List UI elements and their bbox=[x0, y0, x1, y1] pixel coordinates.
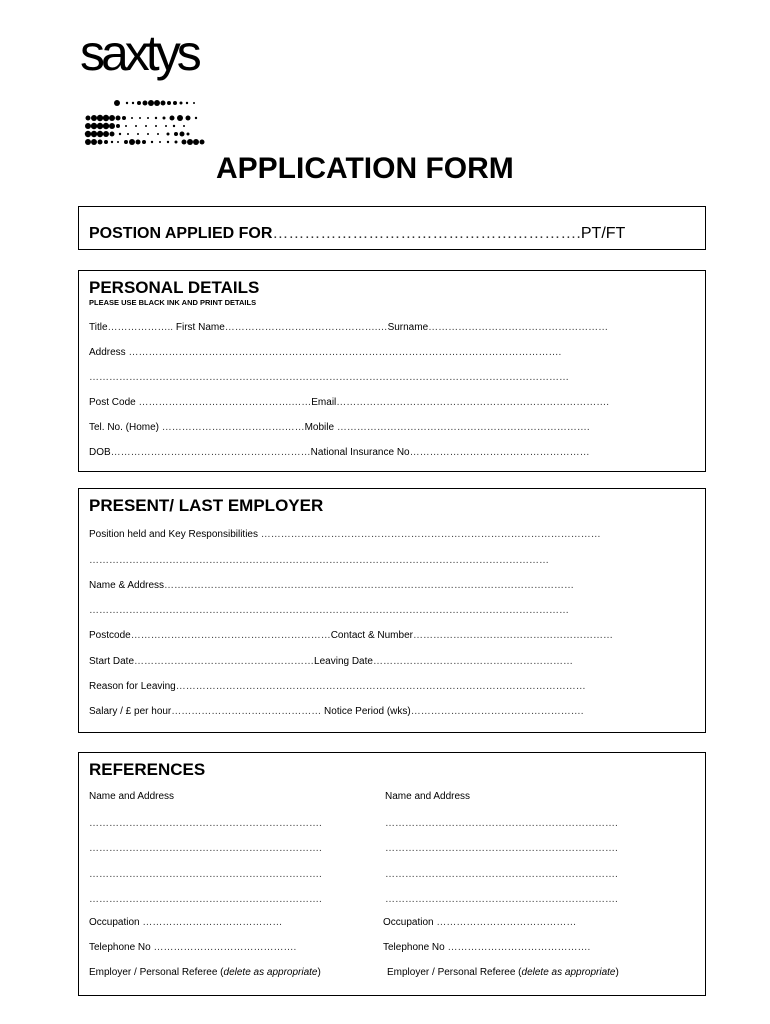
address-row[interactable] bbox=[89, 346, 561, 359]
dates-row[interactable] bbox=[89, 655, 573, 668]
dob-dots: …………………………………………………… bbox=[110, 447, 311, 458]
address-label: Address bbox=[89, 347, 126, 358]
mobile-label: Mobile bbox=[304, 422, 335, 433]
referee-italic: delete as appropriate bbox=[223, 967, 318, 978]
reason-label: Reason for Leaving bbox=[89, 681, 176, 692]
employer-postcode-label: Postcode bbox=[89, 630, 131, 641]
leaving-date-label: Leaving Date bbox=[314, 656, 373, 667]
ref2-address-line[interactable]: ……………………………………………………………. bbox=[385, 843, 618, 854]
dob-row[interactable] bbox=[89, 446, 590, 459]
reason-dots: …………………………………………………………………………………………………………… bbox=[175, 681, 586, 692]
title-label: Title bbox=[89, 322, 108, 333]
dob-label: DOB bbox=[89, 447, 111, 458]
address2-dots: ……………………………………………………………………………………………………………………………… bbox=[89, 372, 569, 383]
position-dots: …………………………………………………. bbox=[272, 225, 581, 242]
address-dots: …………………………………………………………………………………………………………………. bbox=[125, 347, 562, 358]
employer-name-dots: …………………………………………………………………………………………………………… bbox=[164, 580, 575, 591]
ref1-occupation-row[interactable] bbox=[89, 916, 282, 929]
postcode-row[interactable] bbox=[89, 396, 609, 409]
tel-dots: ……………………………….…… bbox=[159, 422, 305, 433]
notice-label: Notice Period (wks) bbox=[324, 706, 411, 717]
logo-text: saxtys bbox=[80, 25, 198, 81]
position-held-dots-2: ………………………………………………………………………………………………………………………… bbox=[89, 555, 549, 566]
section-title: PERSONAL DETAILS bbox=[89, 278, 260, 297]
saxtys-logo bbox=[80, 25, 198, 81]
start-date-label: Start Date bbox=[89, 656, 135, 667]
ref1-address-line[interactable]: ……………………………………………………………. bbox=[89, 869, 322, 880]
referee-label: Employer / Personal Referee ( bbox=[89, 967, 224, 978]
ref1-name-label: Name and Address bbox=[89, 791, 175, 802]
occupation-dots: …………………………………… bbox=[433, 917, 577, 928]
ref1-referee-type bbox=[89, 966, 321, 979]
ref2-address-line[interactable]: ……………………………………………………………. bbox=[385, 869, 618, 880]
employer-postcode-row[interactable] bbox=[89, 629, 613, 642]
employer-postcode-dots: …………………………………………………… bbox=[130, 630, 331, 641]
ni-label: National Insurance No bbox=[310, 447, 410, 458]
position-held-dots: ………………………………………………………………………………………… bbox=[258, 529, 601, 540]
email-dots: ………………………………………………………………………. bbox=[336, 397, 610, 408]
section-title: REFERENCES bbox=[89, 760, 206, 779]
page-title: APPLICATION FORM bbox=[216, 152, 514, 185]
name-row[interactable] bbox=[89, 321, 608, 334]
ref2-referee-type bbox=[387, 966, 619, 979]
ref1-telephone-row[interactable] bbox=[89, 941, 296, 954]
notice-dots: ……………………………………………. bbox=[410, 706, 584, 717]
telephone-row[interactable] bbox=[89, 421, 590, 434]
position-line[interactable] bbox=[89, 224, 625, 244]
ni-dots: ……………………………………………… bbox=[409, 447, 590, 458]
references-section bbox=[78, 752, 706, 996]
occupation-dots: …………………………………… bbox=[139, 917, 283, 928]
salary-row[interactable] bbox=[89, 705, 584, 718]
address-row-2[interactable] bbox=[89, 371, 569, 384]
ref2-name-label: Name and Address bbox=[385, 791, 471, 802]
ref1-address-line[interactable]: ……………………………………………………………. bbox=[89, 894, 322, 905]
salary-label: Salary / £ per hour bbox=[89, 706, 172, 717]
surname-dots: ……………………………………………… bbox=[428, 322, 609, 333]
employer-name-row[interactable] bbox=[89, 579, 574, 592]
referee-end: ) bbox=[317, 967, 321, 978]
first-name-dots: ……………………………………….… bbox=[224, 322, 388, 333]
employer-name-label: Name & Address bbox=[89, 580, 165, 591]
salary-dots: ……………………………………… bbox=[171, 706, 325, 717]
referee-label: Employer / Personal Referee ( bbox=[387, 967, 522, 978]
employer-name-row-2[interactable] bbox=[89, 604, 569, 617]
title-dots: ……………….. bbox=[107, 322, 176, 333]
position-label: POSTION APPLIED FOR bbox=[89, 225, 273, 242]
ref2-telephone-row[interactable] bbox=[383, 941, 590, 954]
telephone-dots: ……………………………………. bbox=[444, 942, 591, 953]
personal-details-section bbox=[78, 270, 706, 472]
ref2-address-line[interactable]: ……………………………………………………………. bbox=[385, 894, 618, 905]
postcode-dots: ……………………………………….…… bbox=[135, 397, 312, 408]
position-box bbox=[78, 206, 706, 250]
ref2-occupation-row[interactable] bbox=[383, 916, 576, 929]
tel-label: Tel. No. (Home) bbox=[89, 422, 160, 433]
position-held-row[interactable] bbox=[89, 528, 601, 541]
employer-name-dots-2: ……………………………………………………………………………………………………………………………… bbox=[89, 605, 569, 616]
mobile-dots: …………………………………………………………………. bbox=[334, 422, 590, 433]
contact-label: Contact & Number bbox=[330, 630, 413, 641]
employer-section bbox=[78, 488, 706, 733]
position-held-label: Position held and Key Responsibilities bbox=[89, 529, 258, 540]
ref2-address-line[interactable]: ……………………………………………………………. bbox=[385, 818, 618, 829]
ref1-address-line[interactable]: ……………………………………………………………. bbox=[89, 843, 322, 854]
occupation-label: Occupation bbox=[89, 917, 140, 928]
logo-dot-pattern-icon bbox=[84, 98, 208, 150]
referee-italic: delete as appropriate bbox=[521, 967, 616, 978]
reason-row[interactable] bbox=[89, 680, 586, 693]
start-date-dots: ……………………………………………… bbox=[134, 656, 315, 667]
ref1-address-line[interactable]: ……………………………………………………………. bbox=[89, 818, 322, 829]
referee-end: ) bbox=[615, 967, 619, 978]
postcode-label: Post Code bbox=[89, 397, 136, 408]
occupation-label: Occupation bbox=[383, 917, 434, 928]
email-label: Email bbox=[311, 397, 337, 408]
section-subtitle: PLEASE USE BLACK INK AND PRINT DETAILS bbox=[89, 298, 257, 307]
telephone-label: Telephone No bbox=[89, 942, 151, 953]
leaving-date-dots: …………………………………………………… bbox=[372, 656, 573, 667]
telephone-label: Telephone No bbox=[383, 942, 445, 953]
position-held-row-2[interactable] bbox=[89, 554, 549, 567]
telephone-dots: ……………………………………. bbox=[150, 942, 297, 953]
pt-ft-label: PT/FT bbox=[580, 225, 626, 242]
first-name-label: First Name bbox=[175, 322, 225, 333]
section-title: PRESENT/ LAST EMPLOYER bbox=[89, 496, 324, 515]
surname-label: Surname bbox=[387, 322, 429, 333]
contact-dots: …………………………………………………… bbox=[412, 630, 613, 641]
